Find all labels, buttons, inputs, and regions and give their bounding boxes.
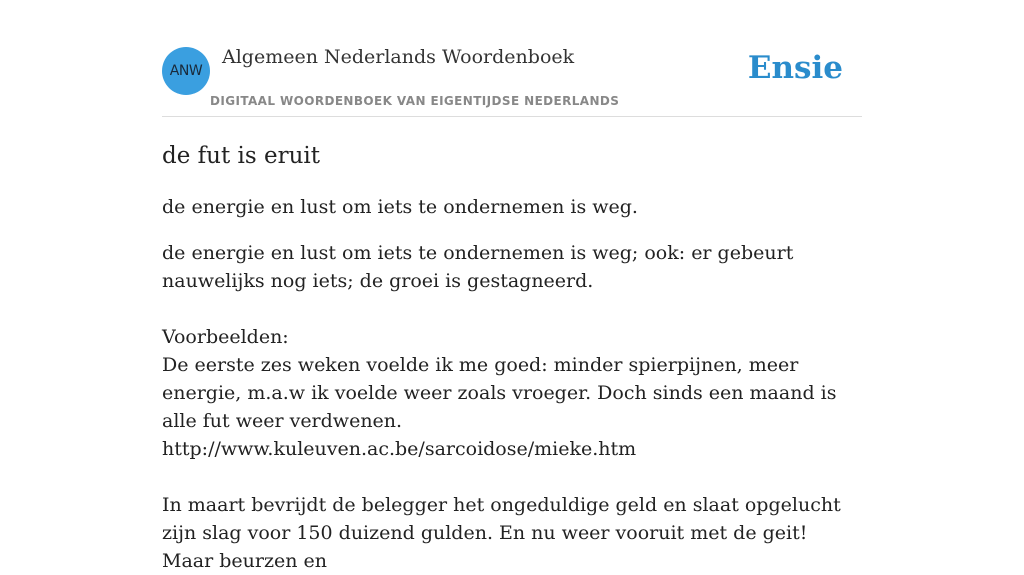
site-subtitle: DIGITAAL WOORDENBOEK VAN EIGENTIJDSE NEDERLANDS [210,94,620,108]
anw-logo[interactable]: ANW [162,47,210,95]
example-text: De eerste zes weken voelde ik me goed: minder spierpijnen, meer energie, m.a.w ik voelde weer zoals vroeger. Doch sinds een maand is alle fut weer verdwenen. [162,354,837,432]
page-container [162,0,862,575]
example-text: In maart bevrijdt de belegger het ongeduldige geld en slaat opgelucht zijn slag voor 150 duizend gulden. En nu weer vooruit met de geit! Maar beurzen en [162,494,841,572]
ensie-brand-logo[interactable]: Ensie [747,50,843,86]
site-header [162,0,862,117]
examples-heading: Voorbeelden: [162,326,289,348]
entry-term: de fut is eruit [162,143,321,169]
long-definition: de energie en lust om iets te ondernemen is weg; ook: er gebeurt nauwelijks nog iets; de groei is gestagneerd. [162,242,794,292]
short-definition: de energie en lust om iets te ondernemen is weg. [162,196,638,218]
example-source-link[interactable]: http://www.kuleuven.ac.be/sarcoidose/mieke.htm [162,438,637,460]
site-title[interactable]: Algemeen Nederlands Woordenboek [222,46,575,68]
